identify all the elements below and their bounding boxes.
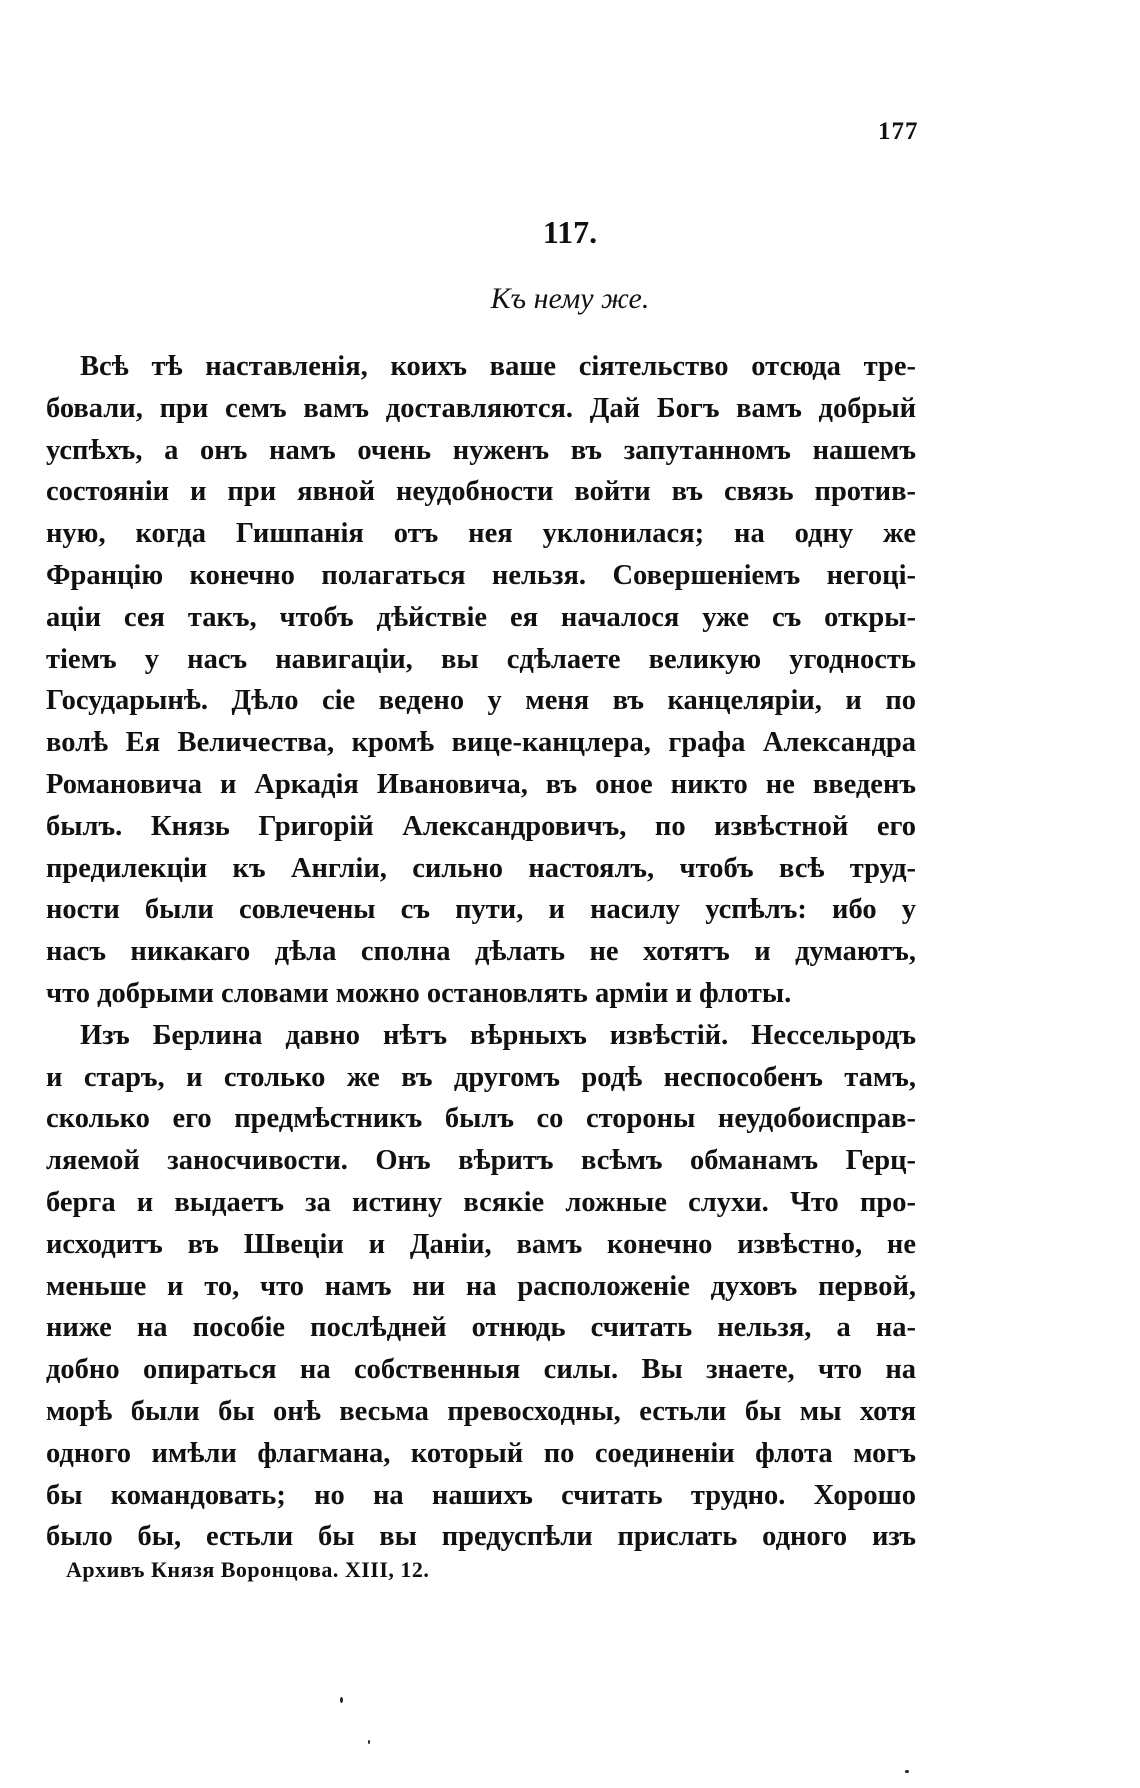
text-line: тіемъ у насъ навигаціи, вы сдѣлаете великую угодность — [46, 643, 916, 675]
page-number: 177 — [878, 118, 919, 145]
text-line: бовали, при семъ вамъ доставляются. Дай Богъ вамъ добрый — [46, 392, 916, 424]
text-line: морѣ были бы онѣ весьма превосходны, естьли бы мы хотя — [46, 1395, 916, 1427]
text-line: аціи сея такъ, чтобъ дѣйствіе ея началося уже съ откры- — [46, 601, 916, 633]
text-line: берга и выдаетъ за истину всякіе ложные слухи. Что про- — [46, 1186, 916, 1218]
text-line: волѣ Ея Величества, кромѣ вице-канцлера, графа Александра — [46, 727, 916, 759]
text-line: насъ никакаго дѣла сполна дѣлать не хотятъ и думаютъ, — [46, 936, 916, 968]
text-line: Государынѣ. Дѣло сіе ведено у меня въ канцеляріи, и по — [46, 685, 916, 717]
ink-speck — [340, 1697, 343, 1703]
addressee-heading: Къ нему же. — [490, 282, 650, 315]
paragraph-2 — [46, 1015, 916, 1558]
text-line: сколько его предмѣстникъ былъ со стороны неудобоисправ- — [46, 1103, 916, 1135]
text-line: предилекціи къ Англіи, сильно настоялъ, чтобъ всѣ труд- — [46, 852, 916, 884]
text-line: ности были совлечены съ пути, и насилу успѣлъ: ибо у — [46, 894, 916, 926]
archive-footnote: Архивъ Князя Воронцова. XIII, 12. — [66, 1557, 430, 1582]
text-line: успѣхъ, а онъ намъ очень нуженъ въ запутанномъ нашемъ — [46, 434, 916, 466]
paragraph-1 — [46, 346, 916, 1015]
text-line: было бы, естьли бы вы предуспѣли прислать одного изъ — [46, 1521, 916, 1553]
text-line: добно опираться на собственныя силы. Вы знаете, что на — [46, 1354, 916, 1386]
text-line: ниже на пособіе послѣдней отнюдь считать нельзя, а на- — [46, 1312, 916, 1344]
text-line: одного имѣли флагмана, который по соединеніи флота могъ — [46, 1437, 916, 1469]
ink-speck — [905, 1770, 909, 1773]
letter-number: 117. — [542, 214, 598, 250]
text-line: меньше и то, что намъ ни на расположеніе духовъ первой, — [46, 1270, 916, 1302]
text-line: и старъ, и столько же въ другомъ родѣ неспособенъ тамъ, — [46, 1061, 916, 1093]
text-line: что добрыми словами можно остановлять арміи и флоты. — [46, 977, 792, 1009]
text-line: Францію конечно полагаться нельзя. Совершеніемъ негоці- — [46, 559, 916, 591]
text-line: былъ. Князь Григорій Александровичъ, по извѣстной его — [46, 810, 916, 842]
ink-speck — [368, 1740, 370, 1744]
text-line: бы командовать; но на нашихъ считать трудно. Хорошо — [46, 1479, 916, 1511]
text-line: состояніи и при явной неудобности войти въ связь против- — [46, 476, 916, 508]
text-line: Изъ Берлина давно нѣтъ вѣрныхъ извѣстій. Нессельродъ — [80, 1019, 916, 1051]
text-line: исходитъ въ Швеціи и Даніи, вамъ конечно извѣстно, не — [46, 1228, 916, 1260]
text-line: Всѣ тѣ наставленія, коихъ ваше сіятельство отсюда тре- — [80, 351, 916, 382]
text-line: Романовича и Аркадія Ивановича, въ оное никто не введенъ — [46, 768, 916, 800]
letter-body — [46, 346, 916, 1558]
text-line: ную, когда Гишпанія отъ нея уклонилася; на одну же — [46, 518, 916, 550]
text-line: ляемой заносчивости. Онъ вѣритъ всѣмъ обманамъ Герц- — [46, 1145, 916, 1177]
